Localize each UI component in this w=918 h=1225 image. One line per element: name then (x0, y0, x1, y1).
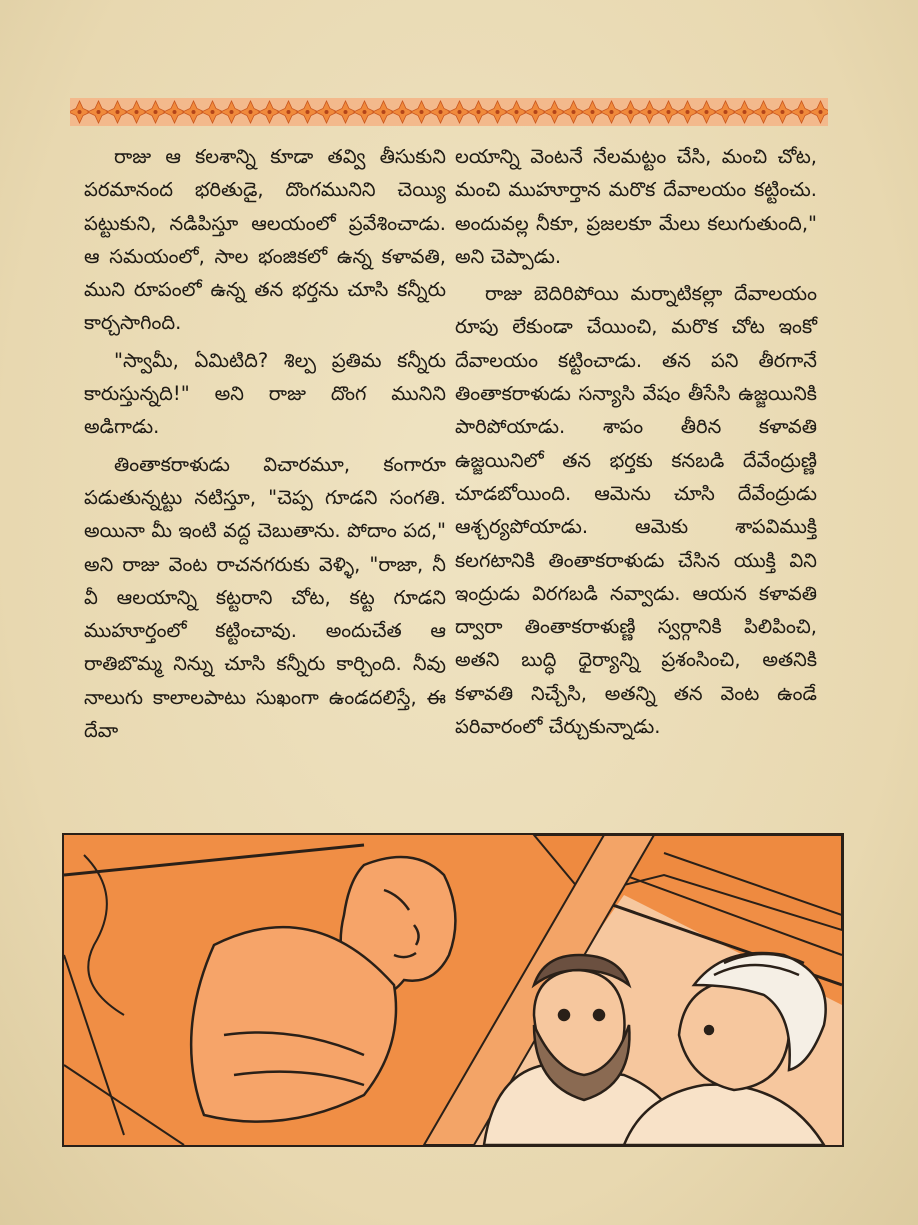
right-text-column (455, 140, 817, 747)
paragraph-3: తింతాకరాళుడు విచారమూ, కంగారూ పడుతున్నట్టు నటిస్తూ, "చెప్ప గూడని సంగతి. అయినా మీ ఇంటి వద్ద చెబుతాను. పోదాం పద," అని రాజు వెంట రాచనగరుకు వెళ్ళి, "రాజా, నీ వీ ఆలయాన్ని కట్టరాని చోట, కట్ట గూడని ముహూర్తంలో కట్టించావు. అందుచేత ఆ రాతిబొమ్మ నిన్ను చూసి కన్నీరు కార్చింది. నీవు నాలుగు కాలాలపాటు సుఖంగా ఉండదలిస్తే, ఈ దేవా (84, 452, 446, 743)
paragraph-1: రాజు ఆ కలశాన్ని కూడా తవ్వి తీసుకుని పరమానంద భరితుడై, దొంగమునిని చెయ్యి పట్టుకుని, నడిపిస్తూ ఆలయంలో ప్రవేశించాడు. ఆ సమయంలో, సాల భంజికలో ఉన్న కళావతి, ముని రూపంలో ఉన్న తన భర్తను చూసి కన్నీరు కార్చసాగింది. (84, 145, 446, 335)
paragraph-2: "స్వామీ, ఏమిటిది? శిల్ప ప్రతిమ కన్నీరు కారుస్తున్నది!" అని రాజు దొంగ మునిని అడిగాడు. (84, 348, 446, 439)
story-illustration (62, 833, 844, 1147)
left-text-column (84, 140, 446, 751)
illustration-drawing (64, 835, 842, 1145)
paragraph-4: లయాన్ని వెంటనే నేలమట్టం చేసి, మంచి చోట, మంచి ముహూర్తాన మరొక దేవాలయం కట్టించు. అందువల్ల నీకూ, ప్రజలకూ మేలు కలుగుతుంది," అని చెప్పాడు. (455, 145, 817, 268)
stars-icon (70, 98, 828, 126)
paragraph-5: రాజు బెదిరిపోయి మర్నాటికల్లా దేవాలయం రూపు లేకుండా చేయించి, మరొక చోట ఇంకో దేవాలయం కట్టించాడు. తన పని తీరగానే తింతాకరాళుడు సన్యాసి వేషం తీసేసి ఉజ్జయినికి పారిపోయాడు. శాపం తీరిన కళావతి ఉజ్జయినిలో తన భర్తకు కనబడి దేవేంద్రుణ్ణి చూడబోయింది. ఆమెను చూసి దేవేంద్రుడు ఆశ్చర్యపోయాడు. ఆమెకు శాపవిముక్తి కలగటానికి తింతాకరాళుడు చేసిన యుక్తి విని ఇంద్రుడు విరగబడి నవ్వాడు. ఆయన కళావతి ద్వారా తింతాకరాళుణ్ణి స్వర్గానికి పిలిపించి, అతని బుద్ధి ధైర్యాన్ని ప్రశంసించి, అతనికి కళావతి నిచ్చేసి, అతన్ని తన వెంట ఉండే పరివారంలో చేర్చుకున్నాడు. (455, 282, 817, 739)
decorative-star-border (70, 98, 828, 126)
